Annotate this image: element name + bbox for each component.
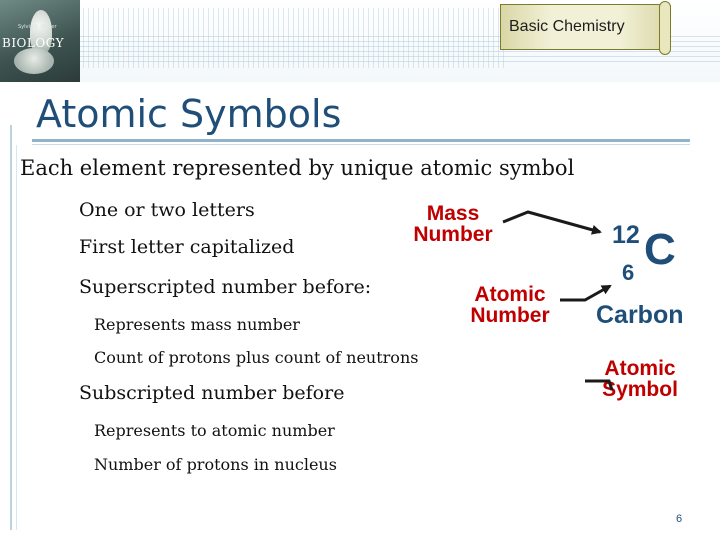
- atomic-symbol-arrow: [585, 381, 612, 390]
- atomic-symbol-label-line1: Atomic: [604, 357, 676, 380]
- mass-number-label-line1: Mass: [426, 202, 480, 225]
- mass-number-label-line2: Number: [413, 223, 493, 246]
- bullet-text: Represents to atomic number: [94, 421, 335, 440]
- page-number: 6: [676, 513, 683, 525]
- slide-title: Atomic Symbols: [36, 92, 342, 136]
- atomic-number-label-line2: Number: [470, 304, 550, 327]
- atomic-number-value: 6: [622, 260, 635, 285]
- atomic-symbol-pointer: [685, 250, 696, 320]
- bullet-text: Superscripted number before:: [79, 276, 372, 298]
- bullet-text: Count of protons plus count of neutrons: [94, 348, 419, 367]
- mass-number-arrow: [503, 212, 600, 232]
- element-name: Carbon: [596, 301, 684, 329]
- bullet-text: Number of protons in nucleus: [94, 455, 337, 474]
- book-cover-title: BIOLOGY: [2, 36, 64, 50]
- element-symbol: C: [644, 225, 676, 274]
- atomic-number-label-line1: Atomic: [474, 283, 546, 306]
- atomic-symbol-label-line2: Symbol: [602, 378, 678, 401]
- atomic-number-arrow: [560, 286, 610, 300]
- bullet-text: Each element represented by unique atomic symbol: [20, 156, 575, 180]
- book-cover-author: Sylvia S. Mader: [18, 24, 57, 30]
- bullet-text: Subscripted number before: [79, 382, 345, 404]
- chapter-tag: Basic Chemistry: [509, 18, 625, 35]
- mass-number-value: 12: [612, 221, 640, 249]
- bullet-text: One or two letters: [79, 199, 255, 221]
- bullet-text: Represents mass number: [94, 315, 300, 334]
- bullet-text: First letter capitalized: [79, 236, 295, 258]
